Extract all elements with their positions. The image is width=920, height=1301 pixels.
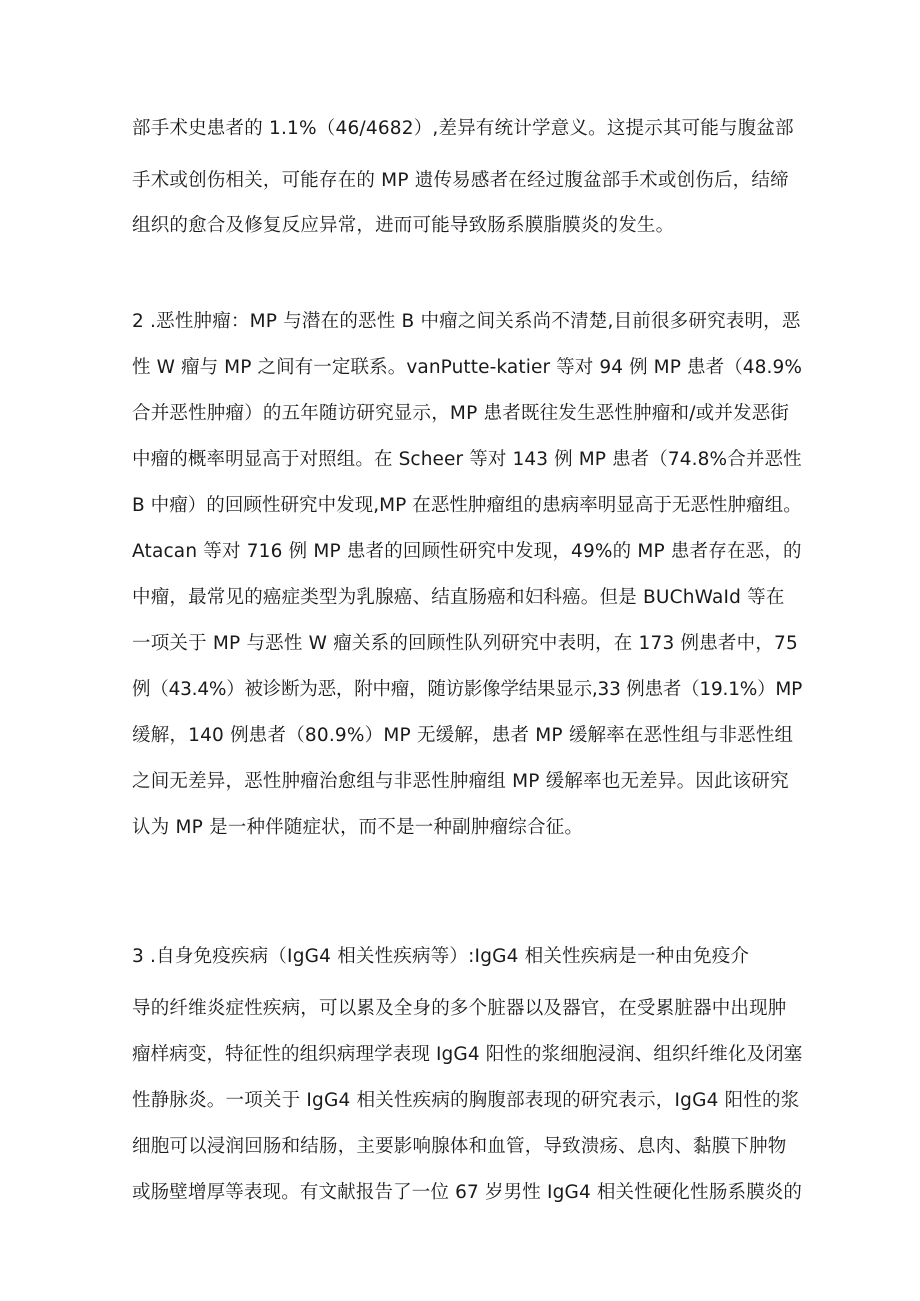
text-line: 部手术史患者的 1.1%（46/4682）,差异有统计学意义。这提示其可能与腹盆部: [132, 118, 794, 139]
text-line: 性静脉炎。一项关于 IgG4 相关性疾病的胸腹部表现的研究表示，IgG4 阳性的浆: [132, 1090, 800, 1111]
text-line: 认为 MP 是一种伴随症状，而不是一种副肿瘤综合征。: [132, 817, 584, 838]
text-line: 性 W 瘤与 MP 之间有一定联系。vanPutte-katier 等对 94 例 MP 患者（48.9%: [132, 357, 803, 378]
text-line: 3 .自身免疫疾病（IgG4 相关性疾病等）:IgG4 相关性疾病是一种由免疫介: [132, 946, 750, 967]
text-line: 例（43.4%）被诊断为恶，附中瘤，随访影像学结果显示,33 例患者（19.1%）MP: [132, 679, 803, 700]
text-line: 组织的愈合及修复反应异常，进而可能导致肠系膜脂膜炎的发生。: [132, 215, 675, 236]
text-line: 导的纤维炎症性疾病，可以累及全身的多个脏器以及器官，在受累脏器中出现肿: [132, 998, 787, 1019]
text-line: 2 .恶性肿瘤：MP 与潜在的恶性 B 中瘤之间关系尚不清楚,目前很多研究表明，恶: [132, 311, 801, 332]
text-line: 中瘤的概率明显高于对照组。在 Scheer 等对 143 例 MP 患者（74.8%合并恶性: [132, 449, 802, 470]
text-line: 缓解，140 例患者（80.9%）MP 无缓解，患者 MP 缓解率在恶性组与非恶性组: [132, 725, 794, 746]
text-line: Atacan 等对 716 例 MP 患者的回顾性研究中发现，49%的 MP 患者存在恶，的: [132, 541, 802, 562]
text-line: 中瘤，最常见的癌症类型为乳腺癌、结直肠癌和妇科癌。但是 BUChWaId 等在: [132, 587, 785, 608]
text-line: 瘤样病变，特征性的组织病理学表现 IgG4 阳性的浆细胞浸润、组织纤维化及闭塞: [132, 1044, 803, 1065]
text-line: B 中瘤）的回顾性研究中发现,MP 在恶性肿瘤组的患病率明显高于无恶性肿瘤组。: [132, 495, 802, 516]
text-line: 合并恶性肿瘤）的五年随访研究显示，MP 患者既往发生恶性肿瘤和/或并发恶街: [132, 403, 790, 424]
text-line: 之间无差异，恶性肿瘤治愈组与非恶性肿瘤组 MP 缓解率也无差异。因此该研究: [132, 771, 789, 792]
text-line: 或肠壁增厚等表现。有文献报告了一位 67 岁男性 IgG4 相关性硬化性肠系膜炎的: [132, 1182, 803, 1203]
text-line: 一项关于 MP 与恶性 W 瘤关系的回顾性队列研究中表明，在 173 例患者中，75: [132, 633, 798, 654]
text-line: 手术或创伤相关，可能存在的 MP 遗传易感者在经过腹盆部手术或创伤后，结缔: [132, 170, 789, 191]
text-line: 细胞可以浸润回肠和结肠，主要影响腺体和血管，导致溃疡、息肉、黏膜下肿物: [132, 1136, 787, 1157]
